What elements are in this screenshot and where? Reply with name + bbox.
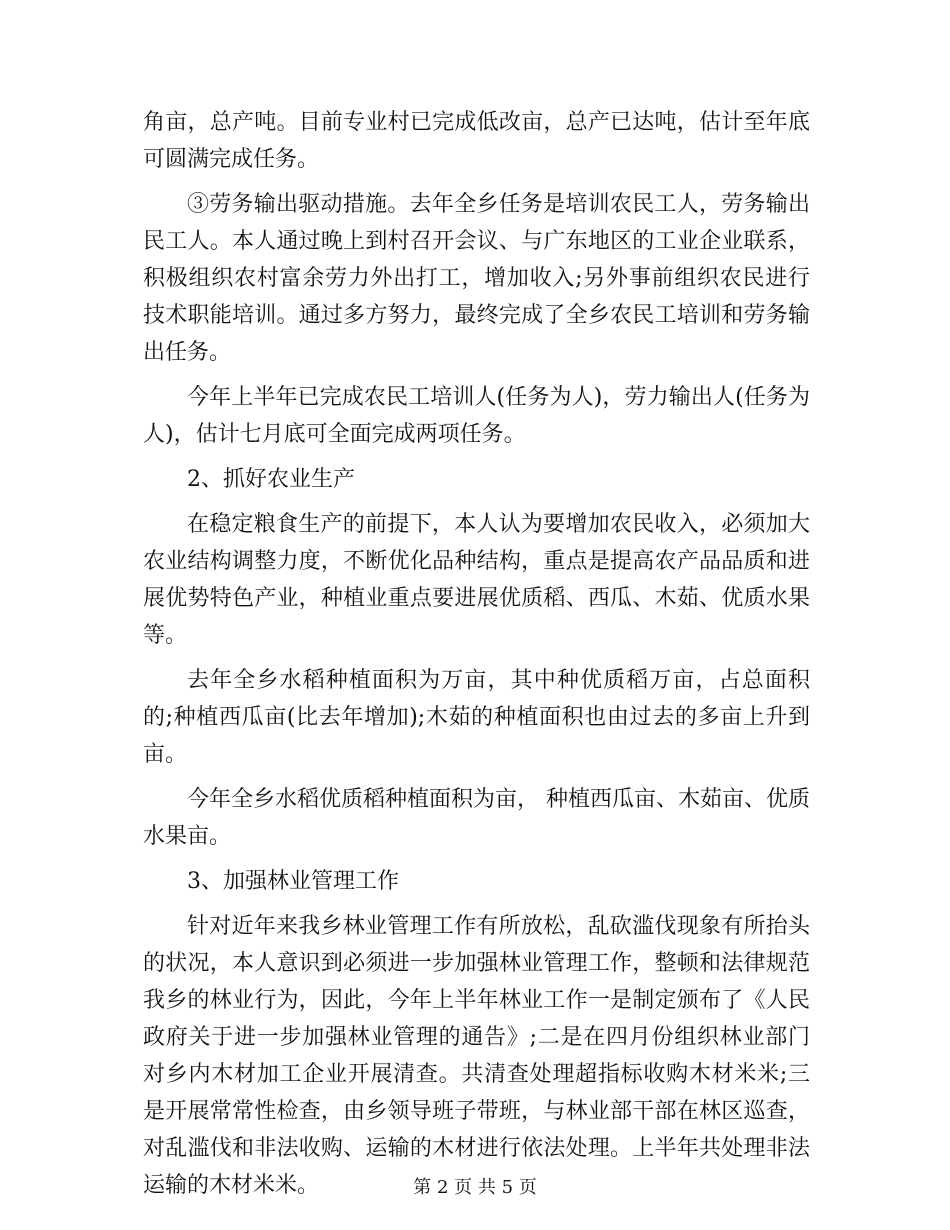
section-heading: 2、抓好农业生产 [187,467,355,492]
footer-suffix: 页 [518,1177,537,1198]
paragraph: 今年上半年已完成农民工培训人(任务为人)，劳力输出人(任务为人)，估计七月底可全面完成两项任务。 [143,385,810,447]
paragraph: 在稳定粮食生产的前提下，本人认为要增加农民收入，必须加大农业结构调整力度，不断优化品种结构，重点是提高农产品品质和进展优势特色产业，种植业重点要进展优质稻、西瓜、木茹、优质水果等。 [143,512,810,648]
document-body [143,104,810,1212]
paragraph: 针对近年来我乡林业管理工作有所放松，乱砍滥伐现象有所抬头的状况，本人意识到必须进一步加强林业管理工作，整顿和法律规范我乡的林业行为，因此，今年上半年林业工作一是制定颁布了《人民政府关于进一步加强林业管理的通告》;二是在四月份组织林业部门对乡内木材加工企业开展清查。共清查处理超指标收购木材米米;三是开展常常性检查，由乡领导班子带班，与林业部干部在林区巡查，对乱滥伐和非法收购、运输的木材进行依法处理。上半年共处理非法运输的木材米米。 [143,914,810,1198]
paragraph: 去年全乡水稻种植面积为万亩，其中种优质稻万亩，占总面积的;种植西瓜亩(比去年增加);木茹的种植面积也由过去的多亩上升到亩。 [143,668,810,767]
footer-page-word: 页 [454,1177,473,1198]
paragraph: 今年全乡水稻优质稻种植面积为亩， 种植西瓜亩、木茹亩、优质水果亩。 [143,787,810,849]
footer-total-pages: 5 [501,1177,514,1198]
page-footer [0,1173,950,1199]
footer-total-word: 共 [477,1177,496,1198]
footer-prefix: 第 [413,1177,432,1198]
section-heading: 3、加强林业管理工作 [187,869,399,894]
footer-current-page: 2 [436,1177,449,1198]
paragraph: ③劳务输出驱动措施。去年全乡任务是培训农民工人，劳务输出民工人。本人通过晚上到村召开会议、与广东地区的工业企业联系，积极组织农村富余劳力外出打工，增加收入;另外事前组织农民进行技术职能培训。通过多方努力，最终完成了全乡农民工培训和劳务输出任务。 [143,192,810,365]
paragraph: 角亩，总产吨。目前专业村已完成低改亩，总产已达吨，估计至年底可圆满完成任务。 [143,110,810,172]
